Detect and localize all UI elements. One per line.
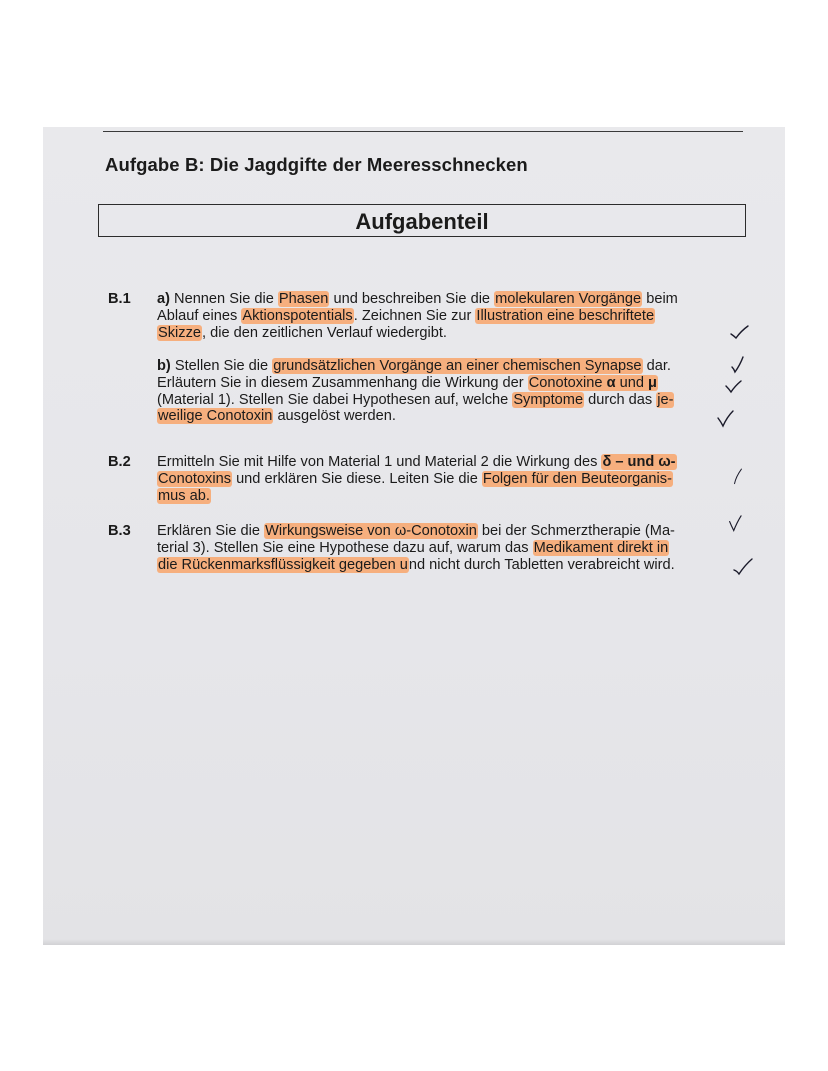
text-span: und erklären Sie diese. Leiten Sie die [232,470,482,487]
text-span: Ablauf eines [157,307,242,324]
checkmark-icon [729,356,751,374]
text-span: nd nicht durch Tabletten verabreicht wird. [408,556,675,573]
checkmark-icon [723,378,745,396]
text-line [157,540,733,557]
text-line [157,291,733,308]
text-line [157,488,733,505]
highlighted-text: Aktionspotentials [242,307,353,324]
highlighted-text [528,375,658,391]
greek-letter: μ [648,374,657,391]
highlighted-text: molekularen Vorgänge [495,291,642,307]
text-line [157,471,733,488]
text-span: Conotoxine [528,374,607,391]
text-span: Stellen Sie die [170,358,273,374]
highlighted-text: δ – und ω- [602,454,676,470]
checkmark-icon [726,515,748,533]
highlighted-text: die Rückenmarksflüssigkeit gegeben u [158,556,408,573]
text-span: terial 3). Stellen Sie eine Hypothese dazu auf, warum das [157,539,533,556]
highlighted-text: je- [657,391,674,408]
checkmark-icon [729,323,751,341]
highlighted-text: grundsätzlichen Vorgänge an einer chemischen Synapse [273,358,642,374]
text-span: Erklären Sie die [157,523,265,539]
task-b2-body [157,454,733,504]
text-span: ausgelöst werden. [273,408,396,425]
text-span: . Zeichnen Sie zur [353,307,476,324]
task-code: B.1 [108,291,131,307]
text-span: beim [642,291,678,307]
text-span: und [615,374,649,391]
part-label: b) [157,358,171,374]
text-line [157,358,733,375]
task-code: B.2 [108,454,131,470]
text-span: Ermitteln Sie mit Hilfe von Material 1 und Material 2 die Wirkung des [157,454,602,470]
text-span: dar. [642,358,671,374]
highlighted-text: Wirkungsweise von ω-Conotoxin [265,523,477,539]
task-code: B.3 [108,523,131,539]
task-b3-body [157,523,733,573]
checkmark-icon [732,557,754,575]
text-line [157,308,733,325]
top-rule [103,131,743,132]
text-span: , die den zeitlichen Verlauf wiedergibt. [201,324,447,341]
checkmark-icon [713,409,735,427]
highlighted-text: weilige Conotoxin [158,408,273,425]
highlighted-text: Skizze [158,324,201,341]
task-b1-part-a [157,291,733,341]
text-span: und beschreiben Sie die [329,291,495,307]
task-b1-part-b [157,358,733,425]
text-line [157,375,733,392]
text-line [157,408,733,425]
text-line [157,523,733,540]
text-span: Erläutern Sie in diesem Zusammenhang die Wirkung der [157,374,528,391]
text-span: bei der Schmerztherapie (Ma- [477,523,675,539]
text-line [157,325,733,342]
section-title-box [98,204,746,237]
highlighted-text: Medikament direkt in [533,539,669,556]
highlighted-text: Symptome [513,391,584,408]
greek-letter: α [606,374,616,391]
highlighted-text: Conotoxins [158,470,232,487]
sheet-edge-shadow [43,939,785,945]
highlighted-text: Phasen [278,291,329,307]
text-span: (Material 1). Stellen Sie dabei Hypothesen auf, welche [157,391,513,408]
text-line [157,557,733,574]
text-span: durch das [584,391,657,408]
paper-sheet [43,127,785,945]
text-line [157,392,733,409]
checkmark-icon [727,467,749,485]
part-label: a) [157,291,170,307]
section-title: Aufgabenteil [355,209,489,234]
page-title: Aufgabe B: Die Jagdgifte der Meeresschnecken [105,154,528,175]
text-line [157,454,733,471]
highlighted-text: Illustration eine beschriftete [476,307,655,324]
highlighted-text: Folgen für den Beuteorganis- [482,470,672,487]
highlighted-text: mus ab. [158,487,210,504]
text-span: Nennen Sie die [169,291,278,307]
